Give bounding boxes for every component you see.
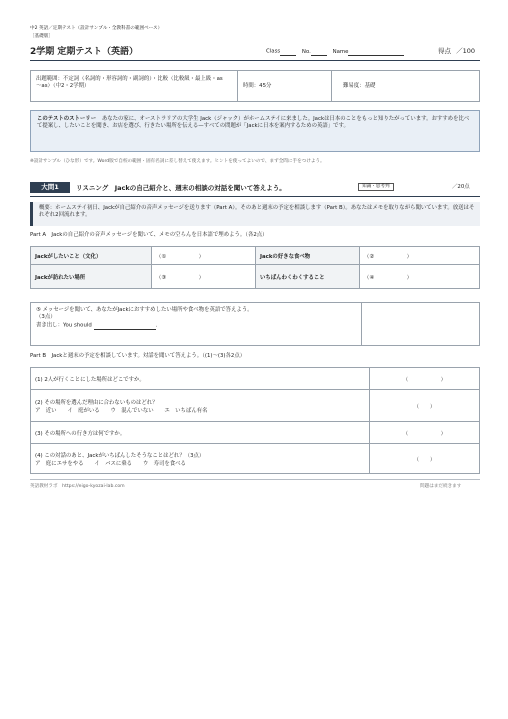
sample-note: ※設計サンプル（ひな形）です。Word版で自校の範囲・固有名詞に差し替えて使えます。ヒントを使ってよいので、まず全問に手をつけよう。 xyxy=(30,159,325,164)
partB-table xyxy=(30,367,480,474)
q5-divider xyxy=(361,303,362,345)
partB-answer-3[interactable]: （ ） xyxy=(370,422,480,444)
q5-text xyxy=(36,307,356,330)
score-label: 得点 xyxy=(438,47,451,55)
name-field[interactable] xyxy=(348,48,404,56)
q5-question: ⑤ メッセージを聞いて、あなたがJackにおすすめしたい場所や食べ物を英語で答えよう。 xyxy=(36,307,253,313)
memo-label: Jackの好きな食べ物 xyxy=(256,247,360,265)
partB-answer-1[interactable]: （ ） xyxy=(370,368,480,390)
q5-prefix: 書き出し：You should xyxy=(36,322,92,329)
series-label: 中2 英語／定期テスト（設計サンプル・全教科書の範囲ベース） xyxy=(30,26,163,31)
memo-label: Jackがしたいこと（文化） xyxy=(31,247,152,265)
class-field[interactable] xyxy=(280,48,296,56)
name-label: Name xyxy=(332,48,349,55)
memo-answer-4[interactable]: （④ ） xyxy=(360,265,480,289)
student-fields xyxy=(266,48,404,56)
q1-rule xyxy=(30,196,480,197)
partB-title: Part B Jackと週末の予定を相談しています。対話を聞いて答えよう。（(1)～(3)各2点） xyxy=(30,353,246,359)
q1-badge: 大問1 xyxy=(30,182,70,193)
scope-text: 出題範囲：不定詞（名詞的・形容詞的・副詞的）・比較（比較級・最上級・as～as）（中2・2学期） xyxy=(36,76,223,90)
partB-question: (2) その場所を選んだ理由に合わないものはどれ？ ア 近い イ 庭がいる ウ 混んでいない エ いちばん有名 xyxy=(31,390,370,422)
partB-question: (4) この対話のあと、Jackがいちばんしたそうなことはどれ？（3点） ア 庭にエサをやる イ バスに乗る ウ 寿司を食べる xyxy=(31,444,370,474)
q1-tag: 知識・思考判 xyxy=(358,183,394,191)
partA-title: Part A Jackの自己紹介の音声メッセージを聞いて、メモの空らんを日本語で埋めよう。（各2点） xyxy=(30,232,268,238)
memo-table xyxy=(30,246,480,289)
memo-answer-2[interactable]: （② ） xyxy=(360,247,480,265)
overview-text: 概要：ホームステイ初日、Jackが自己紹介の音声メッセージを送ります（Part A）。そのあと週末の予定を相談します（Part B）。あなたはメモを取りながら聞いています。放送はそれぞれ2回流れます。 xyxy=(39,205,475,219)
level-label: ［基礎版］ xyxy=(30,34,53,39)
class-label: Class xyxy=(266,48,281,55)
overview-box xyxy=(30,202,480,226)
info-divider xyxy=(331,71,332,101)
q1-title: リスニング Jackの自己紹介と、週末の相談の対話を聞いて答えよう。 xyxy=(76,184,286,192)
no-field[interactable] xyxy=(311,48,327,56)
footer-right: 問題はまだ続きます xyxy=(420,484,462,489)
q5-points: （3点） xyxy=(36,314,56,321)
q5-prefix-line: 書き出し：You should . xyxy=(36,322,158,329)
info-table xyxy=(30,70,480,102)
info-divider xyxy=(237,71,238,101)
partB-question: (1) 2人が行くことにした場所はどこですか。 xyxy=(31,368,370,390)
footer-left: 英語教材ラボ https://eigo-kyozai-lab.com xyxy=(30,484,125,489)
memo-answer-1[interactable]: （① ） xyxy=(152,247,256,265)
story-text xyxy=(37,116,473,131)
score-area xyxy=(438,46,475,55)
memo-label: Jackが訪れたい場所 xyxy=(31,265,152,289)
partB-answer-2[interactable]: （ ） xyxy=(370,390,480,422)
difficulty-text: 難易度：基礎 xyxy=(343,83,376,89)
partB-question: (3) その場所への行き方は何ですか。 xyxy=(31,422,370,444)
no-label: No. xyxy=(301,48,311,55)
partB-answer-4[interactable]: （ ） xyxy=(370,444,480,474)
story-box xyxy=(30,110,480,152)
q5-box xyxy=(30,302,480,346)
page-title: 2学期 定期テスト（英語） xyxy=(30,47,139,57)
title-rule xyxy=(30,60,480,61)
story-body: あなたの家に、オーストラリアの大学生 Jack（ジャック）がホームステイに来ました。Jackは日本のことをもっと知りたがっています。おすすめを比べて提案し、したいことを聞き、お店を選び、行きたい場所を伝える—すべての問題が「Jackに日本を案内するための英語」です。 xyxy=(37,116,470,130)
time-text: 時間：45分 xyxy=(243,83,272,89)
memo-label: いちばんわくわくすること xyxy=(256,265,360,289)
story-heading: このテストのストーリー xyxy=(37,116,97,122)
q5-answer-field[interactable] xyxy=(94,322,156,330)
footer-rule xyxy=(30,479,480,480)
q1-points: ／20点 xyxy=(452,184,470,190)
memo-answer-3[interactable]: （③ ） xyxy=(152,265,256,289)
score-max: ／100 xyxy=(456,47,475,55)
